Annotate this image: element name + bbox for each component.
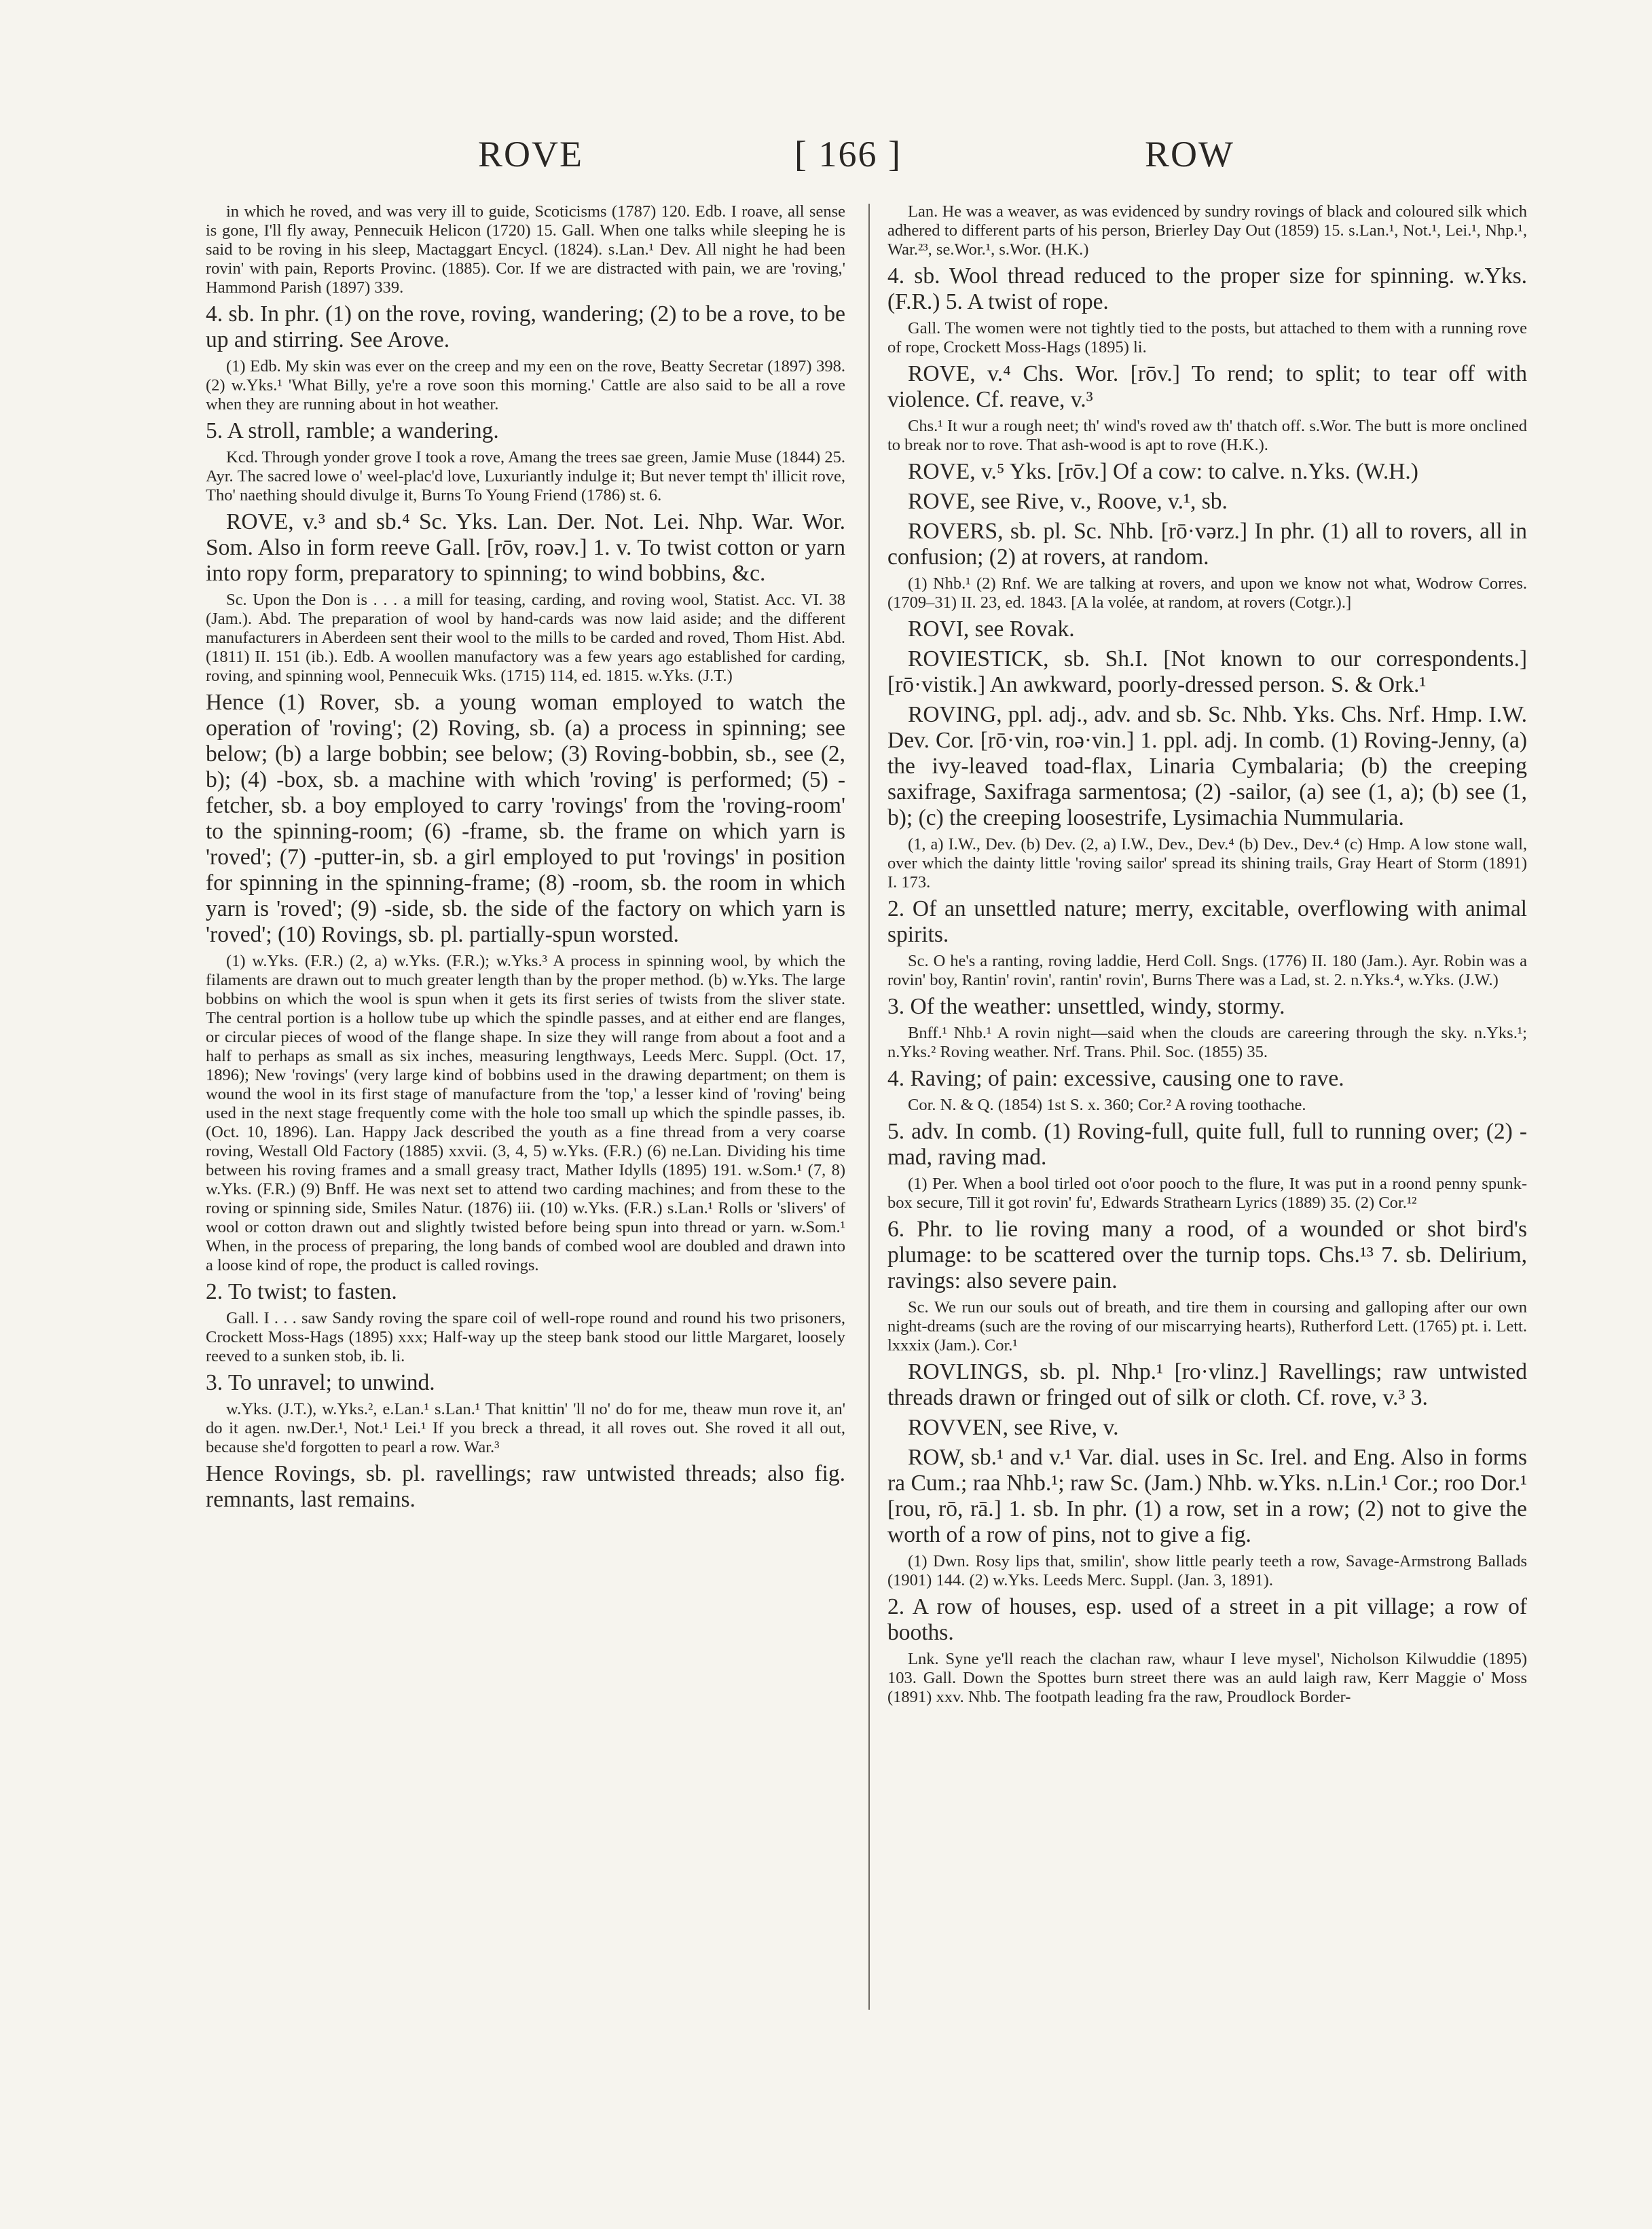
citation-text: in which he roved, and was very ill to guide, Scoticisms (1787) 120. Edb. I roave, all sense is gone, I'll fly away, Pennecuik Helicon (1720) 15. Gall. When one talks while sleeping he is said to be roving in his sleep, Mactaggart Encycl. (1824). s.Lan.¹ Dev. All night he had been rovin' with pain, Reports Provinc. (1885). Cor. If we are distracted with pain, we are 'roving,' Hammond Parish (1897) 339. — [206, 202, 845, 297]
left-column — [206, 202, 845, 2185]
definition-text: Hence (1) Rover, sb. a young woman employed to watch the operation of 'roving'; (2) Roving, sb. (a) a process in spinning; see below; (b) a large bobbin; see below; (3) Roving-bobbin, sb., see (2, b); (4) -box, sb. a machine with which 'roving' is performed; (5) -fetcher, sb. a boy employed to carry 'rovings' from the 'roving-room' to the spinning-room; (6) -frame, sb. the frame on which yarn is 'roved'; (7) -putter-in, sb. a girl employed to put 'rovings' in position for spinning in the spinning-frame; (8) -room, sb. the room in which yarn is 'roved'; (9) -side, sb. the side of the factory on which yarn is 'roved'; (10) Rovings, sb. pl. partially-spun worsted. — [206, 690, 845, 947]
definition-text: 3. To unravel; to unwind. — [206, 1370, 435, 1395]
citation-text: (1, a) I.W., Dev. (b) Dev. (2, a) I.W., Dev., Dev.⁴ (b) Dev., Dev.⁴ (c) Hmp. A low stone wall, over which the dainty little 'roving sailor' spread its shining trails, Gray Heart of Storm (1891) I. 173. — [887, 835, 1527, 891]
citation-text: (1) Dwn. Rosy lips that, smilin', show little pearly teeth a row, Savage-Armstrong Ballads (1901) 144. (2) w.Yks. Leeds Merc. Suppl. (Jan. 3, 1891). — [887, 1552, 1527, 1589]
citation-text: Sc. Upon the Don is . . . a mill for teasing, carding, and roving wool, Statist. Acc. VI. 38 (Jam.). Abd. The preparation of wool by hand-cards was now laid aside; and the different manufacturers in Aberdeen sent their wool to the mills to be carded and roved, Thom Hist. Abd. (1811) II. 151 (ib.). Edb. A woollen manufactory was a few years ago established for carding, roving, and spinning wool, Pennecuik Wks. (1715) 114, ed. 1815. w.Yks. (J.T.) — [206, 591, 845, 685]
definition-text: 2. To twist; to fasten. — [206, 1279, 397, 1304]
dictionary-entry: ROVE, v.³ and sb.⁴ Sc. Yks. Lan. Der. Not. Lei. Nhp. War. Wor. Som. Also in form reeve Gall. [rōv, roəv.] 1. v. To twist cotton or yarn into ropy form, preparatory to spinning; to wind bobbins, &c. — [206, 509, 845, 586]
right-column — [887, 202, 1527, 2198]
citation-text: Cor. N. & Q. (1854) 1st S. x. 360; Cor.² A roving toothache. — [908, 1096, 1306, 1114]
citation-text: Gall. I . . . saw Sandy roving the spare coil of well-rope round and round his two prisoners, Crockett Moss-Hags (1895) xxx; Half-way up the steep bank stood our little Margaret, loosely reeved to a sunken stob, ib. li. — [206, 1309, 845, 1365]
definition-text: 3. Of the weather: unsettled, windy, stormy. — [887, 994, 1285, 1019]
dictionary-entry: ROVLINGS, sb. pl. Nhp.¹ [ro·vlinz.] Ravellings; raw untwisted threads drawn or fringed out of silk or cloth. Cf. rove, v.³ 3. — [887, 1359, 1527, 1410]
running-head-left: ROVE — [478, 134, 583, 174]
definition-text: 2. A row of houses, esp. used of a street in a pit village; a row of booths. — [887, 1594, 1527, 1645]
citation-text: Bnff.¹ Nhb.¹ A rovin night—said when the clouds are careering through the sky. n.Yks.¹; n.Yks.² Roving weather. Nrf. Trans. Phil. Soc. (1855) 35. — [887, 1024, 1527, 1061]
dictionary-entry: ROVING, ppl. adj., adv. and sb. Sc. Nhb. Yks. Chs. Nrf. Hmp. I.W. Dev. Cor. [rō·vin, roə·vin.] 1. ppl. adj. In comb. (1) Roving-Jenny, (a) the ivy-leaved toad-flax, Linaria Cymbalaria; (b) the creeping saxifrage, Saxifraga sarmentosa; (2) -sailor, (a) see (1, a); (b) see (1, b); (c) the creeping loosestrife, Lysimachia Nummularia. — [887, 702, 1527, 830]
dictionary-entry: ROVI, see Rovak. — [908, 616, 1075, 642]
dictionary-entry: ROVERS, sb. pl. Sc. Nhb. [rō·vərz.] In phr. (1) all to rovers, all in confusion; (2) at rovers, at random. — [887, 519, 1527, 570]
dictionary-entry: ROVE, v.⁵ Yks. [rōv.] Of a cow: to calve. n.Yks. (W.H.) — [908, 459, 1418, 484]
citation-text: (1) w.Yks. (F.R.) (2, a) w.Yks. (F.R.); w.Yks.³ A process in spinning wool, by which the filaments are drawn out to much greater length than by the proper method. (b) w.Yks. The large bobbins on which the wool is spun when it gets its first series of twists from the sliver state. The central portion is a hollow tube up which the spindle passes, and at either end are flanges, or circular pieces of wood of the flange shape. In size they will range from about a foot and a half to perhaps as small as six inches, measuring lengthways, Leeds Merc. Suppl. (Oct. 17, 1896); New 'rovings' (very large kind of bobbins used in the drawing department; on them is wound the wool in its first stage of manufacture from the 'top,' a lesser kind of 'roving' being used in the next stage frequently come with the hole too small up which the spindle passes, ib. (Oct. 10, 1896). Lan. Happy Jack described the youth as a fine thread from a very coarse roving, Westall Old Factory (1885) xxvii. (3, 4, 5) w.Yks. (F.R.) (6) ne.Lan. Dividing his time between his roving frames and a small greasy tract, Mather Idylls (1895) 191. w.Som.¹ (7, 8) w.Yks. (F.R.) (9) Bnff. He was next set to attend two carding machines; and from these to the roving or spinning side, Smiles Natur. (1876) iii. (10) w.Yks. (F.R.) s.Lan.¹ Rolls or 'slivers' of wool or cotton drawn out and slightly twisted before being spun into thread or yarn. w.Som.¹ When, in the process of preparing, the long bands of combed wool are doubled and drawn into a loose kind of rope, the product is called rovings. — [206, 952, 845, 1274]
citation-text: Sc. We run our souls out of breath, and tire them in coursing and galloping after our own night-dreams (such are the roving of our miscarrying hearts), Rutherford Lett. (1765) pt. i. Lett. lxxxix (Jam.). Cor.¹ — [887, 1298, 1527, 1355]
definition-text: 2. Of an unsettled nature; merry, excitable, overflowing with animal spirits. — [887, 896, 1527, 947]
running-head-right: ROW — [1145, 134, 1234, 174]
citation-text: Chs.¹ It wur a rough neet; th' wind's roved aw th' thatch off. s.Wor. The butt is more onclined to break nor to rove. That ash-wood is apt to rove (H.K.). — [887, 417, 1527, 454]
citation-text: Lan. He was a weaver, as was evidenced by sundry rovings of black and coloured silk which adhered to different parts of his person, Brierley Day Out (1859) 15. s.Lan.¹, Not.¹, Lei.¹, Nhp.¹, War.²³, se.Wor.¹, s.Wor. (H.K.) — [887, 202, 1527, 259]
dictionary-entry: ROVIESTICK, sb. Sh.I. [Not known to our correspondents.] [rō·vistik.] An awkward, poorly-dressed person. S. & Ork.¹ — [887, 646, 1527, 697]
definition-text: 4. sb. In phr. (1) on the rove, roving, wandering; (2) to be a rove, to be up and stirring. See Arove. — [206, 301, 845, 352]
definition-text: Hence Rovings, sb. pl. ravellings; raw untwisted threads; also fig. remnants, last remains. — [206, 1461, 845, 1512]
citation-text: w.Yks. (J.T.), w.Yks.², e.Lan.¹ s.Lan.¹ That knittin' 'll no' do for me, theaw mun rove it, an' do it agen. nw.Der.¹, Not.¹ Lei.¹ If you breck a thread, it all roves out. She roved it all out, because she'd forgotten to pearl a row. War.³ — [206, 1400, 845, 1456]
dictionary-entry: ROVVEN, see Rive, v. — [908, 1415, 1119, 1440]
citation-text: (1) Edb. My skin was ever on the creep and my een on the rove, Beatty Secretar (1897) 398. (2) w.Yks.¹ 'What Billy, ye're a rove soon this morning.' Cattle are also said to be all a rove when they are running about in hot weather. — [206, 357, 845, 413]
definition-text: 6. Phr. to lie roving many a rood, of a wounded or shot bird's plumage: to be scattered over the turnip tops. Chs.¹³ 7. sb. Delirium, ravings: also severe pain. — [887, 1217, 1527, 1293]
column-divider — [868, 204, 870, 2010]
citation-text: Kcd. Through yonder grove I took a rove, Amang the trees sae green, Jamie Muse (1844) 25. Ayr. The sacred lowe o' weel-plac'd love, Luxuriantly indulge it; But never tempt th' illicit rove, Tho' naething should divulge it, Burns To Young Friend (1786) st. 6. — [206, 448, 845, 504]
citation-text: Lnk. Syne ye'll reach the clachan raw, whaur I leve mysel', Nicholson Kilwuddie (1895) 103. Gall. Down the Spottes burn street there was an auld laigh raw, Kerr Maggie o' Moss (1891) xxv. Nhb. The footpath leading fra the raw, Proudlock Border- — [887, 1650, 1527, 1706]
dictionary-entry: ROVE, v.⁴ Chs. Wor. [rōv.] To rend; to split; to tear off with violence. Cf. reave, v.³ — [887, 361, 1527, 412]
page-number: [ 166 ] — [794, 134, 902, 174]
citation-text: (1) Nhb.¹ (2) Rnf. We are talking at rovers, and upon we know not what, Wodrow Corres. (1709–31) II. 23, ed. 1843. [A la volée, at random, at rovers (Cotgr.).] — [887, 574, 1527, 612]
citation-text: Gall. The women were not tightly tied to the posts, but attached to them with a running rove of rope, Crockett Moss-Hags (1895) li. — [887, 319, 1527, 356]
definition-text: 5. adv. In comb. (1) Roving-full, quite full, full to running over; (2) -mad, raving mad. — [887, 1119, 1527, 1170]
citation-text: Sc. O he's a ranting, roving laddie, Herd Coll. Sngs. (1776) II. 180 (Jam.). Ayr. Robin was a rovin' boy, Rantin' rovin', rantin' rovin', Burns There was a Lad, st. 2. n.Yks.⁴, w.Yks. (J.W.) — [887, 952, 1527, 989]
dictionary-entry: ROW, sb.¹ and v.¹ Var. dial. uses in Sc. Irel. and Eng. Also in forms ra Cum.; raa Nhb.¹; raw Sc. (Jam.) Nhb. w.Yks. n.Lin.¹ Cor.; roo Dor.¹ [rou, rō, rā.] 1. sb. In phr. (1) a row, set in a row; (2) not to give the worth of a row of pins, not to give a fig. — [887, 1445, 1527, 1547]
definition-text: 4. Raving; of pain: excessive, causing one to rave. — [887, 1066, 1344, 1091]
definition-text: 5. A stroll, ramble; a wandering. — [206, 418, 499, 443]
citation-text: (1) Per. When a bool tirled oot o'oor pooch to the flure, It was put in a roond penny spunk-box secure, Till it got rovin' fu', Edwards Strathearn Lyrics (1889) 35. (2) Cor.¹² — [887, 1175, 1527, 1212]
dictionary-entry: ROVE, see Rive, v., Roove, v.¹, sb. — [908, 489, 1228, 514]
definition-text: 4. sb. Wool thread reduced to the proper size for spinning. w.Yks. (F.R.) 5. A twist of rope. — [887, 263, 1527, 314]
